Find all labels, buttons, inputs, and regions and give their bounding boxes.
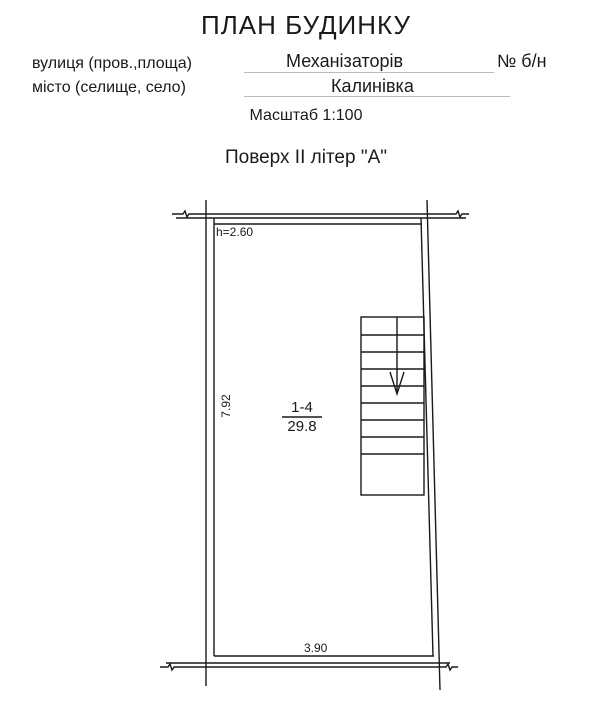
floor-label: Поверх ІІ літер "А" — [224, 147, 387, 168]
page-title: ПЛАН БУДИНКУ — [201, 10, 411, 40]
top-break-line — [172, 211, 469, 217]
city-value: Калинівка — [331, 76, 414, 96]
scale-label: Масштаб 1:100 — [249, 107, 363, 124]
house-number: № б/н — [497, 51, 547, 71]
ceiling-height-label: h=2.60 — [216, 225, 254, 239]
city-label: місто (селище, село) — [32, 79, 186, 96]
street-label: вулиця (пров.,площа) — [32, 55, 192, 72]
room-number: 1-4 — [291, 399, 313, 416]
street-value: Механізаторів — [286, 51, 404, 71]
staircase — [361, 317, 424, 495]
room-width-label: 3.90 — [304, 641, 328, 655]
bottom-break-line — [160, 664, 458, 670]
room-length-label: 7.92 — [219, 394, 233, 418]
room-area: 29.8 — [287, 418, 317, 435]
right-wall-outer — [427, 200, 440, 690]
